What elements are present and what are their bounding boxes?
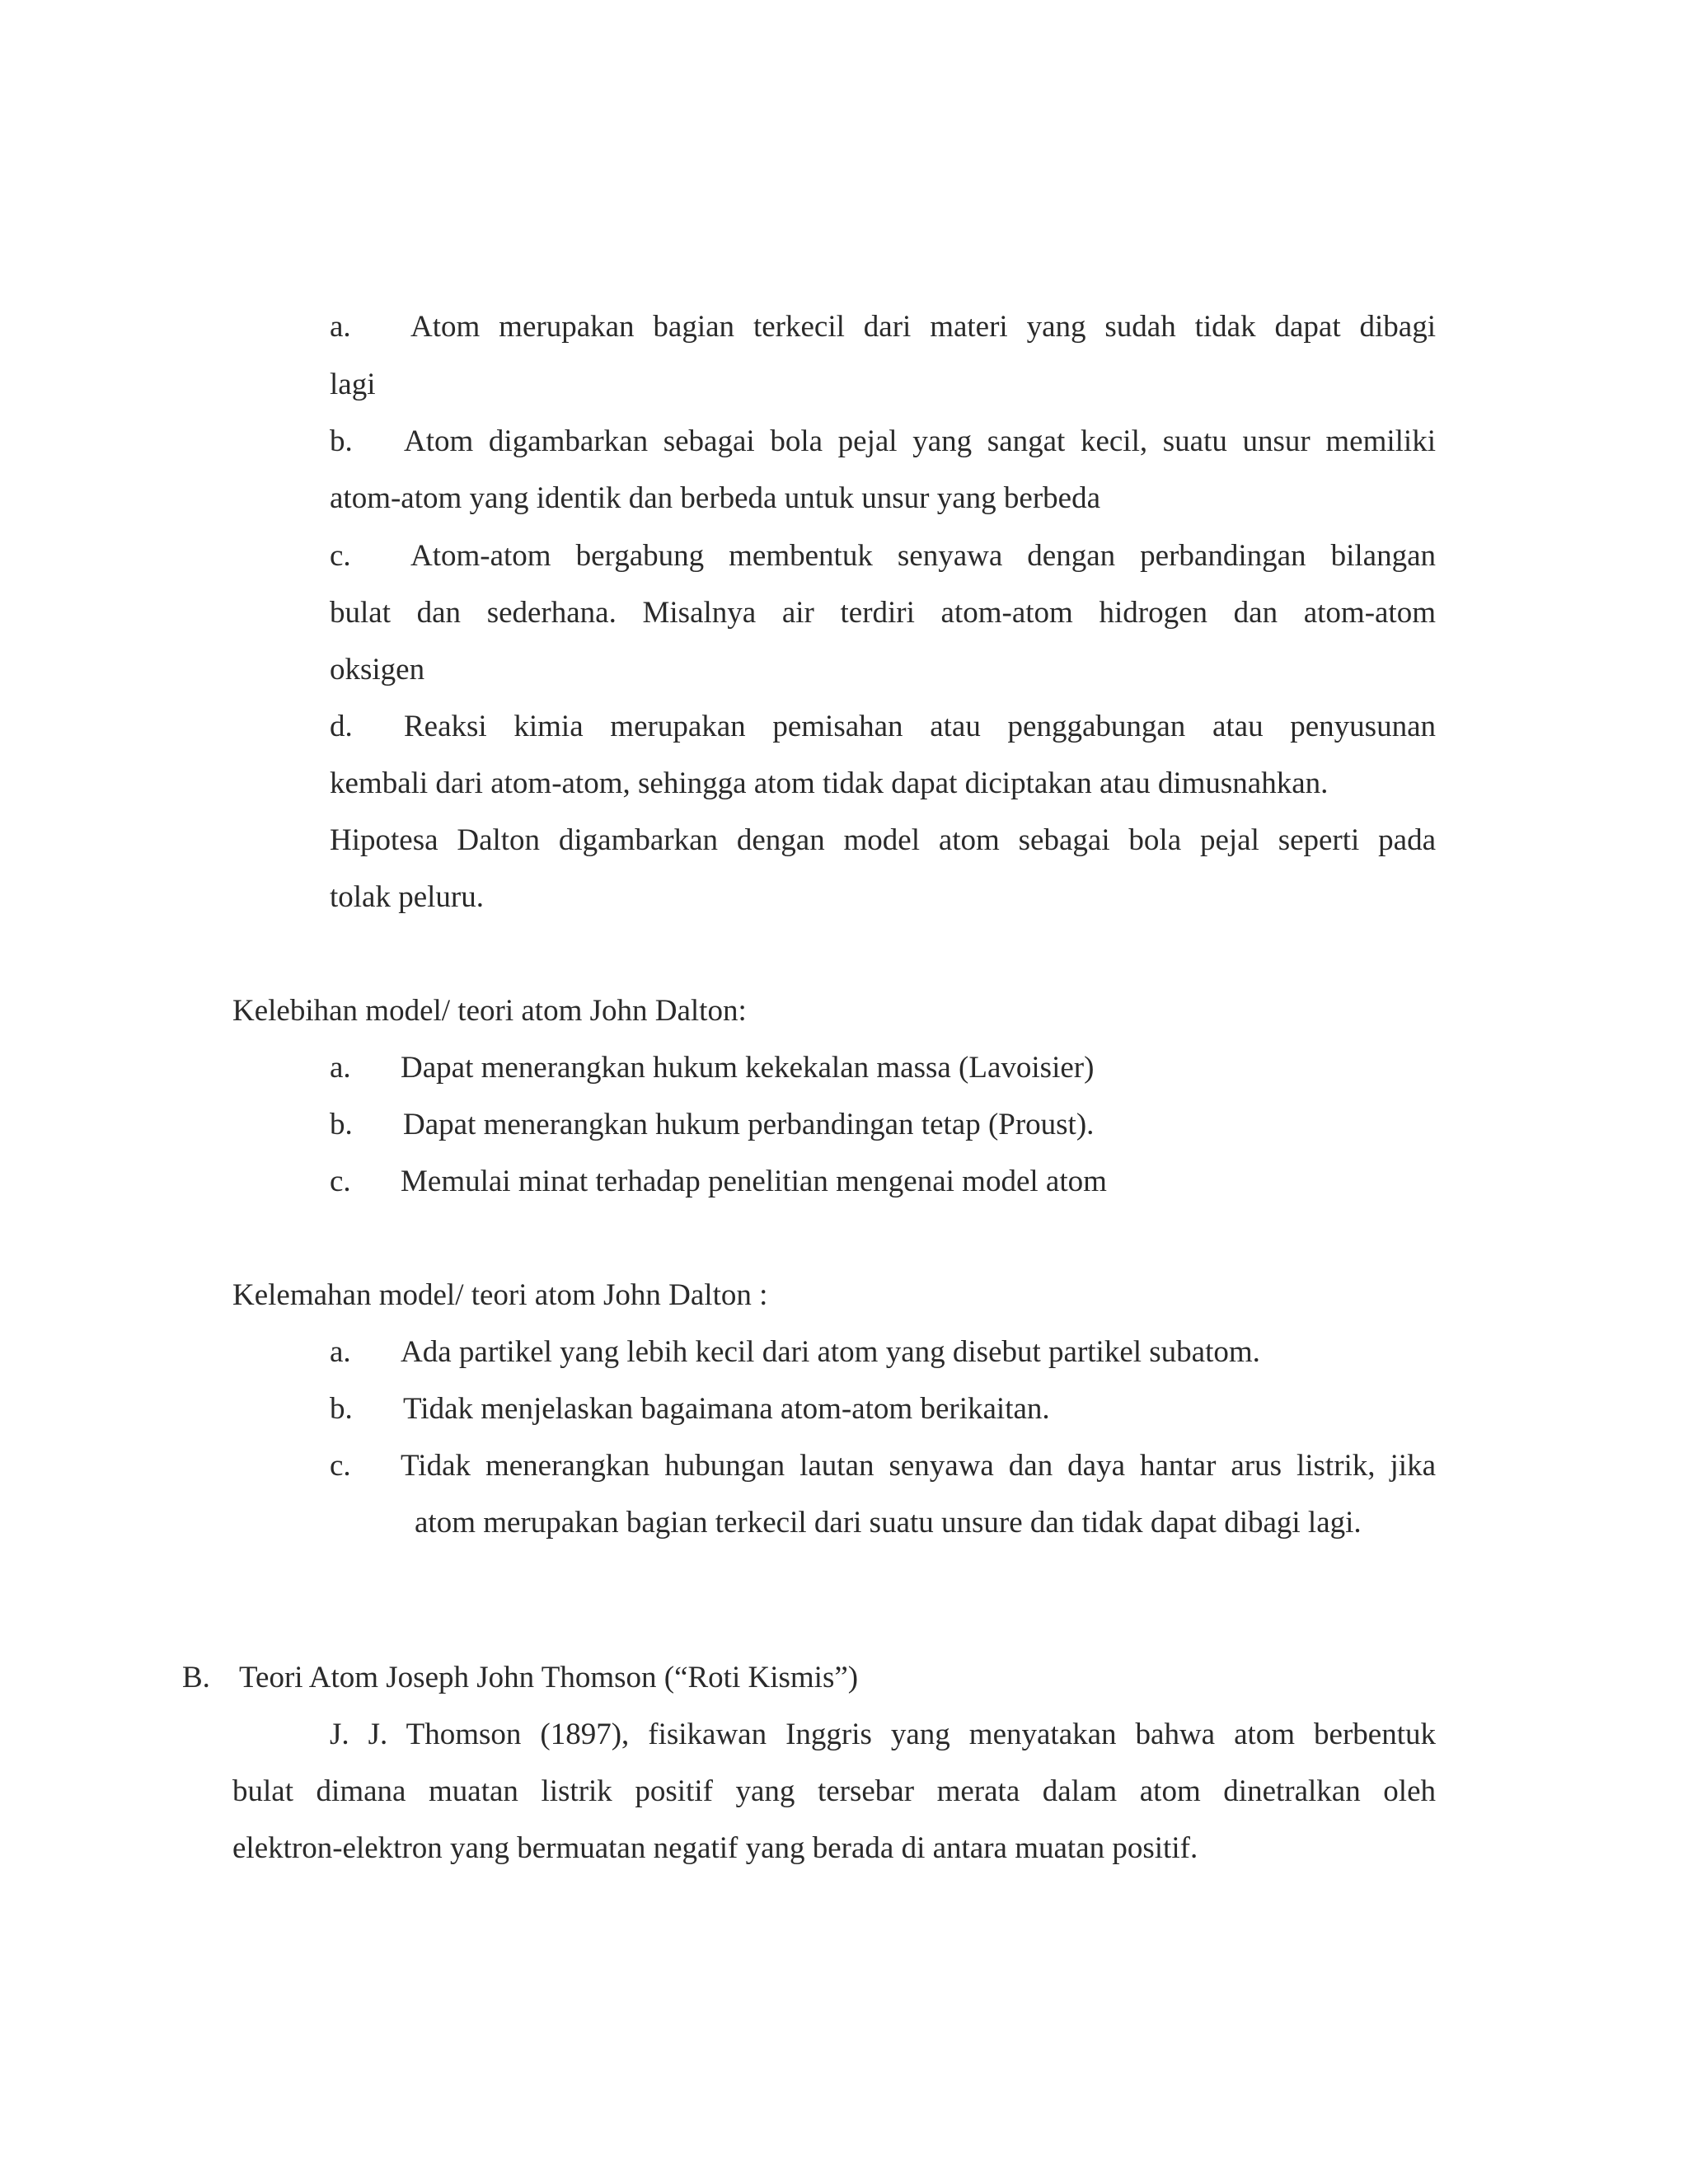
kelebihan-label-a: a. [330, 1051, 351, 1085]
section-b-title: Teori Atom Joseph John Thomson (“Roti Kismis”) [239, 1661, 859, 1694]
thomson-para-line1: J. J. Thomson (1897), fisikawan Inggris yang menyatakan bahwa atom berbentuk [330, 1718, 1436, 1751]
kelemahan-item-c-line2: atom merupakan bagian terkecil dari suatu unsure dan tidak dapat dibagi lagi. [415, 1506, 1362, 1540]
kelemahan-label-b: b. [330, 1392, 353, 1426]
kelebihan-label-b: b. [330, 1108, 353, 1141]
list-label-b: b. [330, 424, 353, 458]
hypothesis-d-line2: kembali dari atom-atom, sehingga atom tidak dapat diciptakan atau dimusnahkan. [330, 766, 1329, 800]
thomson-para-line3: elektron-elektron yang bermuatan negatif yang berada di antara muatan positif. [232, 1831, 1198, 1865]
hypothesis-a-line1: Atom merupakan bagian terkecil dari materi yang sudah tidak dapat dibagi [410, 310, 1436, 344]
thomson-para-line2: bulat dimana muatan listrik positif yang tersebar merata dalam atom dinetralkan oleh [232, 1774, 1436, 1808]
section-b-label: B. [182, 1661, 210, 1694]
kelebihan-label-c: c. [330, 1165, 351, 1198]
kelebihan-item-b: Dapat menerangkan hukum perbandingan tetap (Proust). [403, 1108, 1095, 1141]
summary-line1: Hipotesa Dalton digambarkan dengan model atom sebagai bola pejal seperti pada [330, 823, 1436, 857]
kelemahan-item-b: Tidak menjelaskan bagaimana atom-atom berikaitan. [403, 1392, 1050, 1426]
kelemahan-heading: Kelemahan model/ teori atom John Dalton : [232, 1278, 768, 1312]
kelemahan-item-a: Ada partikel yang lebih kecil dari atom yang disebut partikel subatom. [401, 1335, 1260, 1369]
list-label-c: c. [330, 539, 351, 573]
hypothesis-c-line1: Atom-atom bergabung membentuk senyawa dengan perbandingan bilangan [410, 539, 1436, 573]
kelemahan-label-c: c. [330, 1449, 351, 1483]
summary-line2: tolak peluru. [330, 880, 485, 914]
kelebihan-item-c: Memulai minat terhadap penelitian mengenai model atom [401, 1165, 1107, 1198]
hypothesis-c-line3: oksigen [330, 653, 425, 687]
kelemahan-label-a: a. [330, 1335, 351, 1369]
hypothesis-d-line1: Reaksi kimia merupakan pemisahan atau penggabungan atau penyusunan [404, 710, 1436, 743]
list-label-d: d. [330, 710, 353, 743]
hypothesis-b-line1: Atom digambarkan sebagai bola pejal yang sangat kecil, suatu unsur memiliki [404, 424, 1436, 458]
hypothesis-c-line2: bulat dan sederhana. Misalnya air terdiri atom-atom hidrogen dan atom-atom [330, 596, 1436, 630]
kelebihan-item-a: Dapat menerangkan hukum kekekalan massa (Lavoisier) [401, 1051, 1095, 1085]
kelebihan-heading: Kelebihan model/ teori atom John Dalton: [232, 994, 747, 1028]
hypothesis-b-line2: atom-atom yang identik dan berbeda untuk unsur yang berbeda [330, 481, 1100, 515]
list-label-a: a. [330, 310, 351, 344]
kelemahan-item-c-line1: Tidak menerangkan hubungan lautan senyawa dan daya hantar arus listrik, jika [401, 1449, 1436, 1483]
hypothesis-a-line2: lagi [330, 368, 376, 401]
